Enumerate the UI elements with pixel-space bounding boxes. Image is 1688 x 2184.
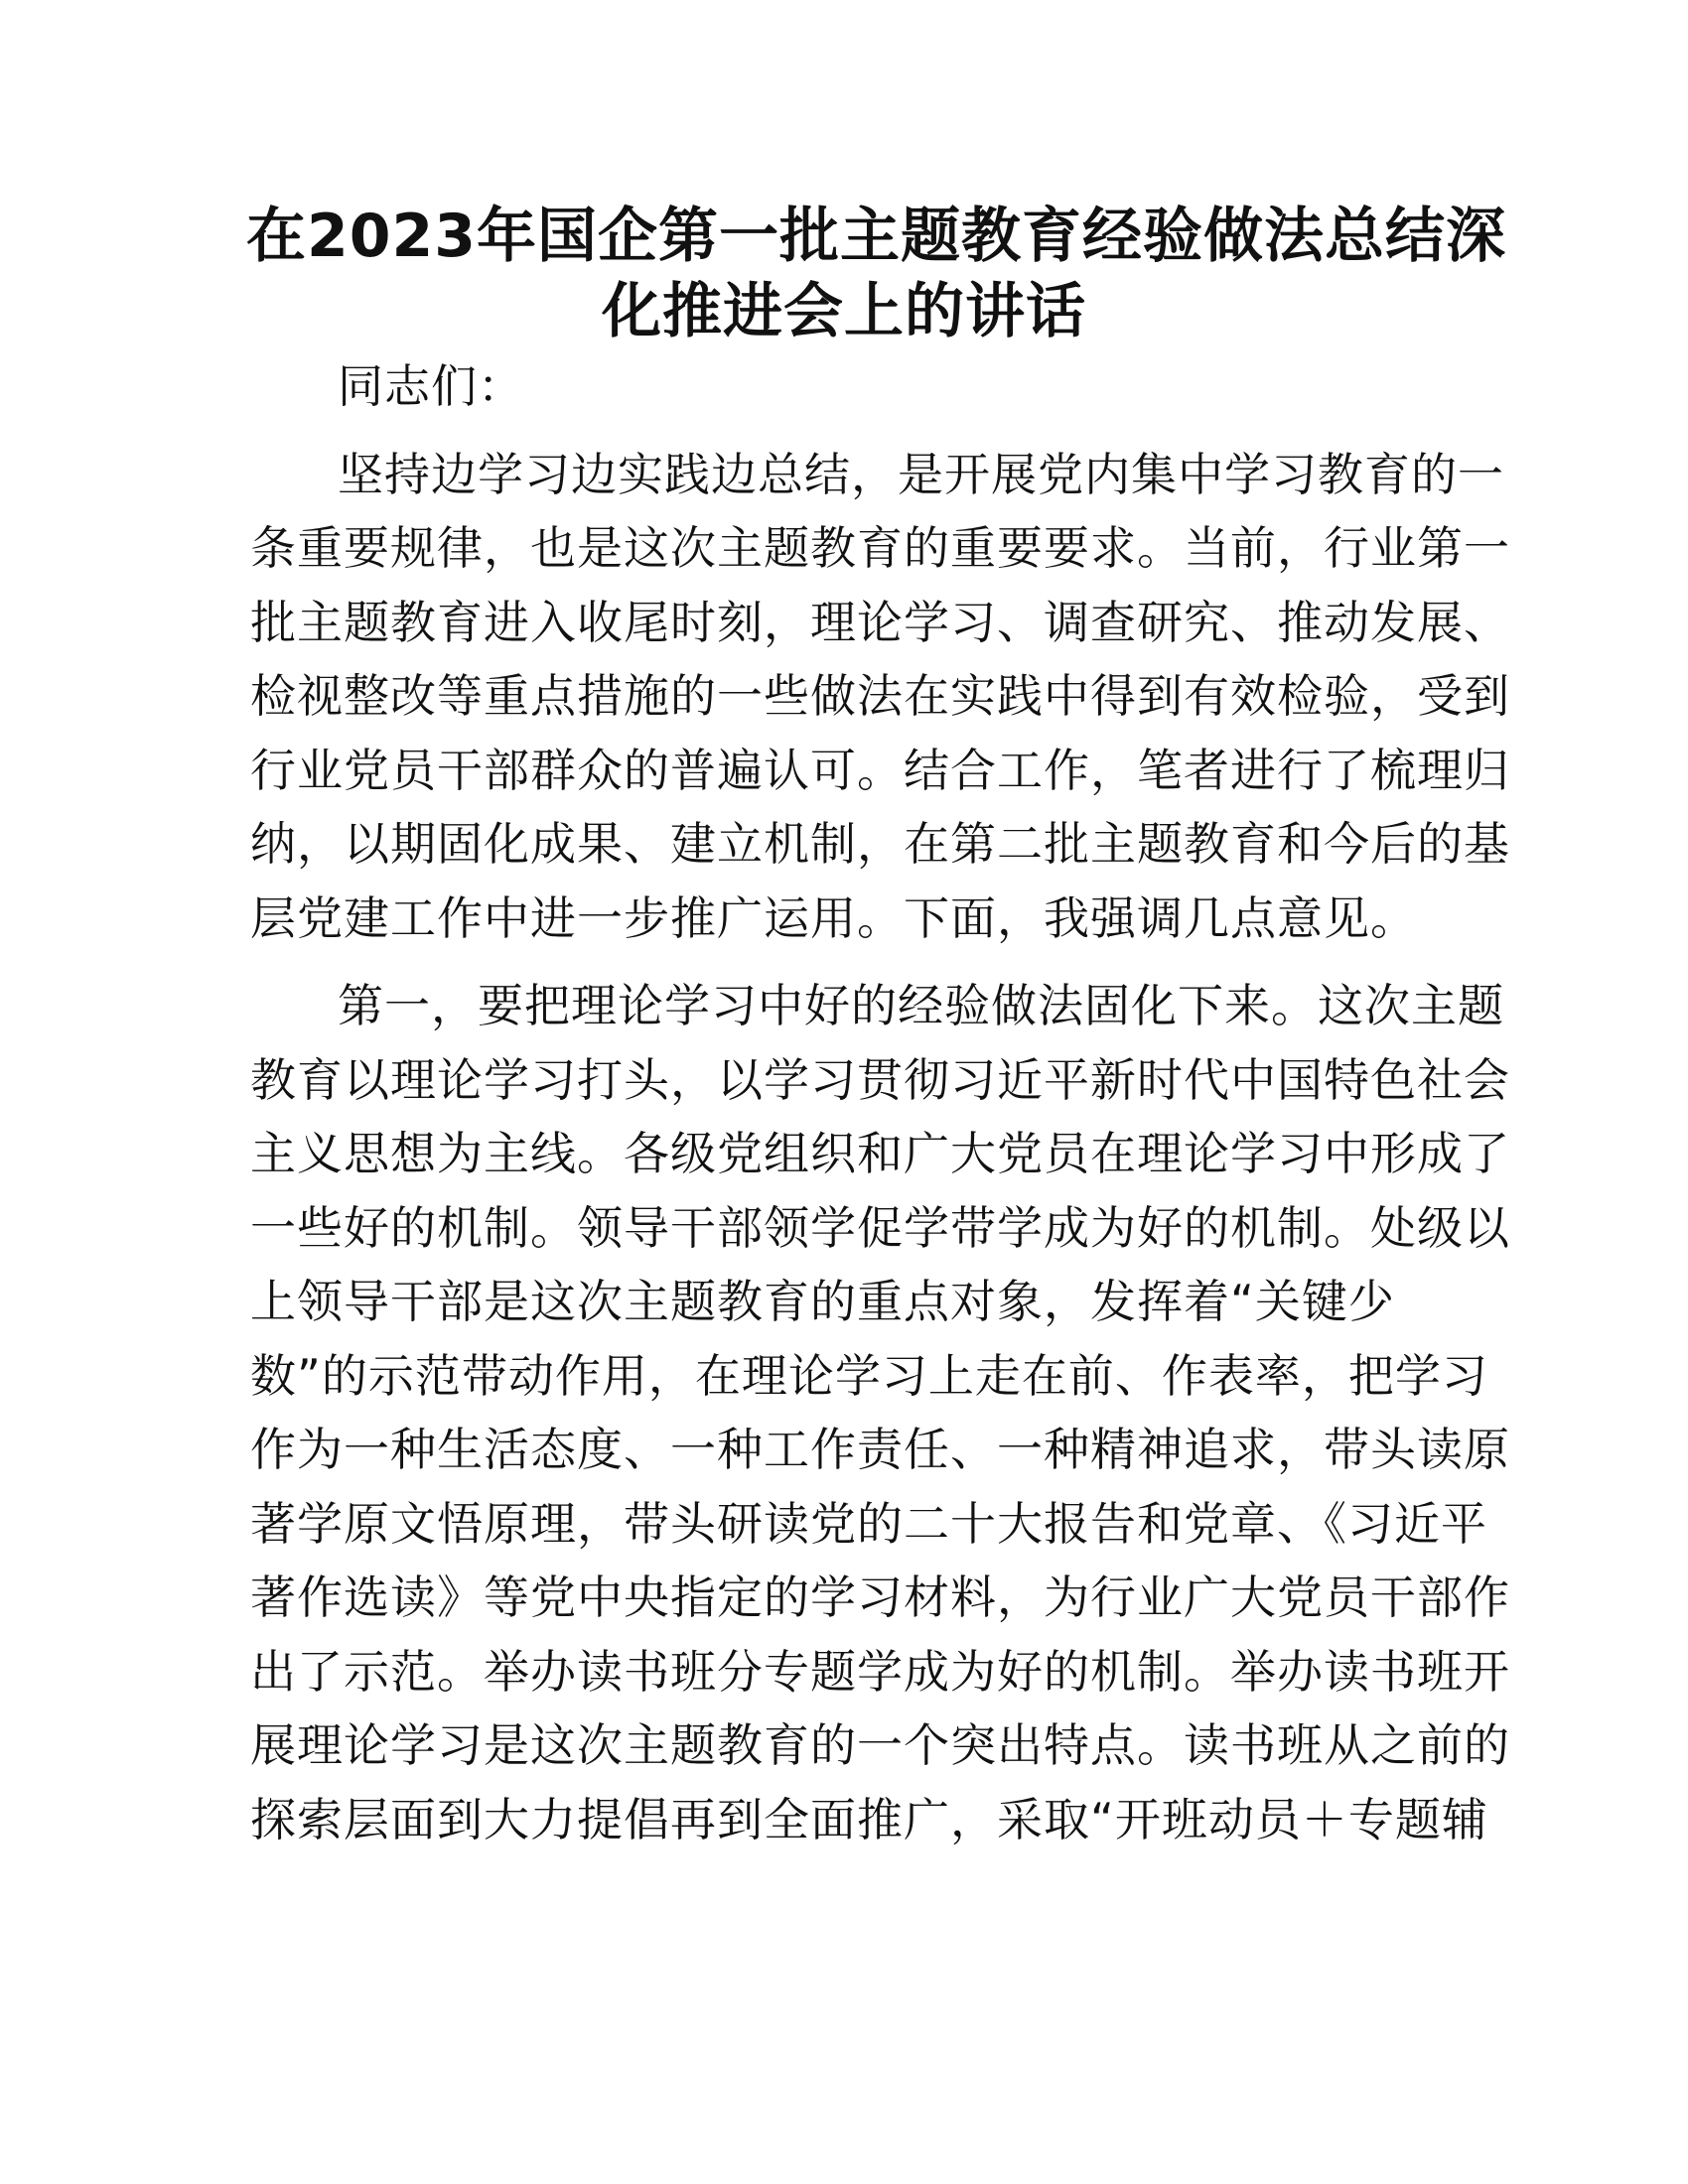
paragraph-line: 主义思想为主线。各级党组织和广大党员在理论学习中形成了	[250, 1127, 1510, 1180]
paragraph-line: 层党建工作中进一步推广运用。下面，我强调几点意见。	[250, 890, 1417, 945]
paragraph-intro	[250, 438, 1510, 956]
title-line: 化推进会上的讲话	[602, 277, 1086, 346]
paragraph-line: 著学原文悟原理，带头研读党的二十大报告和党章、《习近平	[250, 1496, 1487, 1551]
title-line: 在2023年国企第一批主题教育经验做法总结深	[246, 202, 1506, 271]
paragraph-line: 出了示范。举办读书班分专题学成为好的机制。举办读书班开	[250, 1644, 1510, 1699]
paragraph-line: 条重要规律，也是这次主题教育的重要要求。当前，行业第一	[250, 521, 1510, 575]
paragraph-line: 上领导干部是这次主题教育的重点对象，发挥着“关键少	[250, 1275, 1395, 1328]
salutation: 同志们：	[338, 359, 524, 413]
paragraph-line: 展理论学习是这次主题教育的一个突出特点。读书班从之前的	[250, 1718, 1510, 1772]
salutation-paragraph	[250, 349, 1438, 424]
paragraph-line: 一些好的机制。领导干部领学促学带学成为好的机制。处级以	[250, 1200, 1510, 1255]
paragraph-line: 著作选读》等党中央指定的学习材料，为行业广大党员干部作	[250, 1570, 1510, 1624]
paragraph-first-point	[250, 969, 1510, 1856]
paragraph-line: 批主题教育进入收尾时刻，理论学习、调查研究、推动发展、	[250, 595, 1510, 649]
paragraph-line: 数”的示范带动作用，在理论学习上走在前、作表率，把学习	[250, 1348, 1488, 1403]
paragraph-line: 教育以理论学习打头，以学习贯彻习近平新时代中国特色社会	[250, 1052, 1510, 1107]
paragraph-line: 坚持边学习边实践边总结，是开展党内集中学习教育的一	[338, 447, 1504, 501]
paragraph-line: 探索层面到大力提倡再到全面推广，采取“开班动员＋专题辅	[250, 1792, 1488, 1846]
paragraph-line: 纳，以期固化成果、建立机制，在第二批主题教育和今后的基	[250, 817, 1510, 871]
paragraph-line: 检视整改等重点措施的一些做法在实践中得到有效检验，受到	[250, 669, 1510, 723]
document-title	[246, 199, 1506, 349]
paragraph-line: 作为一种生活态度、一种工作责任、一种精神追求，带头读原	[250, 1423, 1510, 1476]
document-body	[250, 349, 1510, 1870]
paragraph-line: 行业党员干部群众的普遍认可。结合工作，笔者进行了梳理归	[250, 743, 1510, 797]
paragraph-line: 第一，要把理论学习中好的经验做法固化下来。这次主题	[338, 979, 1504, 1032]
